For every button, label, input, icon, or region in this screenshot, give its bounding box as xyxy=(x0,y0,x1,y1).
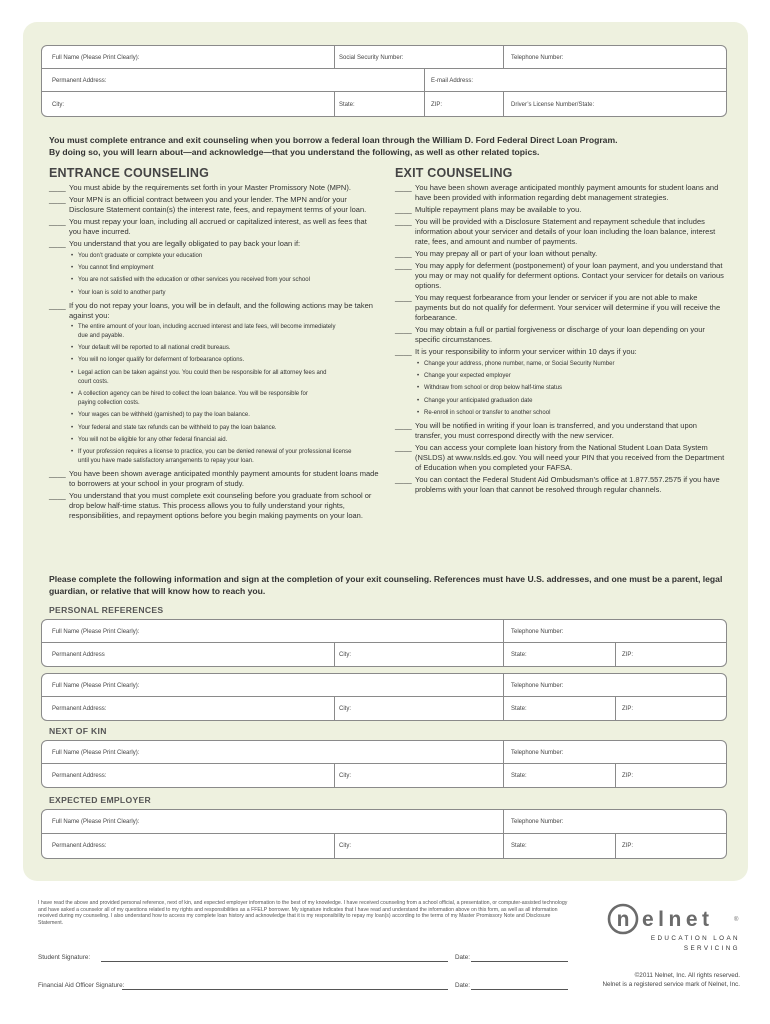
item-text: It is your responsibility to inform your servicer within 10 days if you: xyxy=(415,347,637,356)
checkbox-blank[interactable]: ____ xyxy=(395,205,412,214)
zip-field[interactable]: ZIP: xyxy=(431,102,443,108)
bullet-item: • You don’t graduate or complete your education xyxy=(49,252,379,261)
zip-field[interactable]: ZIP: xyxy=(622,652,634,658)
item-text: You may apply for deferment (postponement) of your loan payment, and you understand that you may or may not qualify for deferment options. Contact your servicer for details on various options. xyxy=(415,261,724,290)
checkbox-blank[interactable]: ____ xyxy=(395,475,412,485)
intro-line-2: By doing so, you will learn about—and acknowledge—that you understand the following, as well as other related topics. xyxy=(49,147,540,157)
state-field[interactable]: State: xyxy=(511,706,527,712)
complete-note: Please complete the following information and sign at the completion of your exit counseling. References must have U.S. addresses, and one must be a parent, legal guardian, or relative that will know how to reach you. xyxy=(49,574,723,596)
entrance-item xyxy=(49,217,379,237)
item-text: You have been shown average anticipated monthly payment amounts for student loans and have been provided with information regarding debt management strategies. xyxy=(415,183,719,202)
student-signature-label: Student Signature: xyxy=(38,954,91,961)
personal-references-title: PERSONAL REFERENCES xyxy=(49,605,164,615)
nelnet-logo-mark xyxy=(606,903,741,937)
bullet-item: • Legal action can be taken against you. You could then be responsible for all attorney fees and court costs. xyxy=(49,369,379,387)
address-field[interactable]: Permanent Address: xyxy=(52,78,107,84)
state-field[interactable]: State: xyxy=(511,773,527,779)
full-name-field[interactable]: Full Name (Please Print Clearly): xyxy=(52,819,140,825)
exit-item xyxy=(395,421,725,441)
logo-letter-n: n xyxy=(616,908,630,931)
state-field[interactable]: State: xyxy=(339,102,355,108)
exit-item xyxy=(395,325,725,345)
officer-date-line[interactable] xyxy=(471,989,568,990)
bullet-item: • Your federal and state tax refunds can be withheld to pay the loan balance. xyxy=(49,424,379,433)
exit-counseling-title: EXIT COUNSELING xyxy=(395,166,513,180)
bullet-item: • Change your anticipated graduation date xyxy=(395,397,725,406)
officer-date-label: Date: xyxy=(455,982,471,989)
state-field[interactable]: State: xyxy=(511,843,527,849)
intro-line-1: You must complete entrance and exit counseling when you borrow a federal loan through the William D. Ford Federal Direct Loan Program. xyxy=(49,135,618,145)
checkbox-blank[interactable]: ____ xyxy=(49,300,66,310)
phone-field[interactable]: Telephone Number: xyxy=(511,819,564,825)
exit-item xyxy=(395,261,725,291)
item-text: Multiple repayment plans may be available to you. xyxy=(415,205,582,214)
full-name-field[interactable]: Full Name (Please Print Clearly): xyxy=(52,750,140,756)
item-text: You will be notified in writing if your loan is transferred, and you understand that upon transfer, you must correspond directly with the new servicer. xyxy=(415,421,697,441)
zip-field[interactable]: ZIP: xyxy=(622,843,634,849)
item-text: You can contact the Federal Student Aid Ombudsman’s office at 1.877.557.2575 if you have problems with your loan that cannot be resolved through regular channels. xyxy=(415,475,720,495)
student-date-label: Date: xyxy=(455,954,471,961)
checkbox-blank[interactable]: ____ xyxy=(395,325,412,334)
item-text: You may prepay all or part of your loan without penalty. xyxy=(415,249,598,258)
license-field[interactable]: Driver’s License Number/State: xyxy=(511,102,595,108)
zip-field[interactable]: ZIP: xyxy=(622,706,634,712)
acknowledgement-text: I have read the above and provided personal reference, next of kin, and expected employer information to the best of my knowledge. I have received counseling from a school official, a presentation, or computer-assisted technology and have asked a counselor all of my questions related to my rights and responsibilities as a FFELP borrower. My signature indicates that I have read and understand the information above on this form, as well as all information received during my counseling. I also understand how to access my complete loan history and acknowledge that it is my responsibility to repay my loan(s) according to the terms of my Master Promissory Note and Disclosure Statement. xyxy=(38,900,568,926)
checkbox-blank[interactable]: ____ xyxy=(395,217,412,226)
address-field[interactable]: Permanent Address: xyxy=(52,706,107,712)
item-text: You understand that you are legally obligated to pay back your loan if: xyxy=(69,239,301,248)
bullet-item: • A collection agency can be hired to collect the loan balance. You will be responsible for paying collection costs. xyxy=(49,390,379,408)
exit-list xyxy=(395,183,725,495)
student-date-line[interactable] xyxy=(471,961,568,962)
copyright-text: ©2011 Nelnet, Inc. All rights reserved. xyxy=(634,972,740,979)
trademark-text: Nelnet is a registered service mark of Nelnet, Inc. xyxy=(602,981,740,988)
phone-field[interactable]: Telephone Number: xyxy=(511,55,564,61)
entrance-item xyxy=(49,469,379,489)
city-field[interactable]: City: xyxy=(339,706,351,712)
bullet-item: • Re-enroll in school or transfer to another school xyxy=(395,409,725,418)
checkbox-blank[interactable]: ____ xyxy=(395,347,412,356)
exit-item xyxy=(395,347,725,357)
checkbox-blank[interactable]: ____ xyxy=(395,443,412,453)
city-field[interactable]: City: xyxy=(339,843,351,849)
bullet-item: • You cannot find employment xyxy=(49,264,379,273)
city-field[interactable]: City: xyxy=(52,102,64,108)
entrance-item xyxy=(49,239,379,249)
bullet-item: • Your loan is sold to another party xyxy=(49,289,379,298)
full-name-field[interactable]: Full Name (Please Print Clearly): xyxy=(52,683,140,689)
bullet-item: • Your default will be reported to all national credit bureaus. xyxy=(49,344,379,353)
item-text: You have been shown average anticipated monthly payment amounts for student loans made to borrowers at your school in your program of study. xyxy=(69,469,379,489)
city-field[interactable]: City: xyxy=(339,652,351,658)
officer-signature-line[interactable] xyxy=(122,989,448,990)
bullet-item: • If your profession requires a license to practice, you can be denied renewal of your professional license until you have made satisfactory arrangements to repay your loan. xyxy=(49,448,379,466)
bullet-item: • Your wages can be withheld (garnished) to pay the loan balance. xyxy=(49,411,379,420)
entrance-item xyxy=(49,183,379,193)
item-text: You must repay your loan, including all accrued or capitalized interest, as well as fees that you have incurred. xyxy=(69,217,367,236)
exit-item xyxy=(395,205,725,215)
employer-box xyxy=(41,809,727,859)
checkbox-blank[interactable]: ____ xyxy=(49,195,66,204)
reference-2-box xyxy=(41,673,727,721)
email-field[interactable]: E-mail Address: xyxy=(431,78,474,84)
phone-field[interactable]: Telephone Number: xyxy=(511,683,564,689)
checkbox-blank[interactable]: ____ xyxy=(395,261,412,270)
checkbox-blank[interactable]: ____ xyxy=(49,469,66,479)
ssn-field[interactable]: Social Security Number: xyxy=(339,55,404,61)
exit-item xyxy=(395,249,725,259)
checkbox-blank[interactable]: ____ xyxy=(49,183,66,192)
entrance-item xyxy=(49,195,379,215)
exit-item xyxy=(395,475,725,495)
checkbox-blank[interactable]: ____ xyxy=(395,293,412,302)
reference-1-box xyxy=(41,619,727,667)
checkbox-blank[interactable]: ____ xyxy=(49,491,66,501)
item-text: You may request forbearance from your lender or servicer if you are not able to make payments but do not qualify for deferment. Your servicer will determine if you will receive the forbearance. xyxy=(415,293,721,322)
item-text: You must abide by the requirements set forth in your Master Promissory Note (MPN). xyxy=(69,183,351,192)
full-name-field[interactable]: Full Name (Please Print Clearly): xyxy=(52,629,140,635)
bullet-item: • You will not be eligible for any other federal financial aid. xyxy=(49,436,379,445)
next-of-kin-title: NEXT OF KIN xyxy=(49,726,107,736)
zip-field[interactable]: ZIP: xyxy=(622,773,634,779)
exit-item xyxy=(395,217,725,247)
nelnet-logo xyxy=(606,903,741,937)
item-text: You can access your complete loan history from the National Student Loan Data System (NSLDS) at www.nslds.ed.gov. You will need your PIN that you received from the Department of Education when you completed your FAFSA. xyxy=(415,443,725,473)
tagline-line-2: SERVICING xyxy=(683,945,740,952)
logo-registered: ® xyxy=(734,917,739,923)
officer-signature-label: Financial Aid Officer Signature: xyxy=(38,982,125,989)
bullet-item: • Change your expected employer xyxy=(395,372,725,381)
exit-item xyxy=(395,183,725,203)
next-of-kin-box xyxy=(41,740,727,788)
bullet-item: • You are not satisfied with the education or other services you received from your school xyxy=(49,276,379,285)
entrance-list xyxy=(49,183,379,521)
address-field[interactable]: Permanent Address: xyxy=(52,843,107,849)
full-name-field[interactable]: Full Name (Please Print Clearly): xyxy=(52,55,140,61)
logo-wordmark: elnet xyxy=(642,908,714,931)
student-signature-line[interactable] xyxy=(101,961,448,962)
item-text: Your MPN is an official contract between you and your lender. The MPN and/or your Disclosure Statement contain(s) the interest rate, fees, and repayment terms of your loan. xyxy=(69,195,367,214)
exit-item xyxy=(395,293,725,323)
bullet-item: • You will no longer qualify for deferment of forbearance options. xyxy=(49,356,379,365)
tagline-line-1: EDUCATION LOAN xyxy=(650,935,740,942)
bullet-item: • Change your address, phone number, name, or Social Security Number xyxy=(395,360,725,369)
item-text: If you do not repay your loans, you will be in default, and the following actions may be taken against you: xyxy=(69,300,373,320)
entrance-item xyxy=(49,491,379,521)
checkbox-blank[interactable]: ____ xyxy=(49,217,66,226)
state-field[interactable]: State: xyxy=(511,652,527,658)
item-text: You will be provided with a Disclosure Statement and repayment schedule that includes information about your servicer and details of your loan including the loan balance, interest rate, fees, and amount and number of payments. xyxy=(415,217,716,246)
address-field[interactable]: Permanent Address xyxy=(52,652,105,658)
checkbox-blank[interactable]: ____ xyxy=(49,239,66,248)
entrance-item xyxy=(49,301,379,321)
checkbox-blank[interactable]: ____ xyxy=(395,183,412,192)
borrower-info-box xyxy=(41,45,727,117)
item-text: You understand that you must complete exit counseling before you graduate from school or drop below half-time status. This process allows you to fully understand your rights, responsibilities, and repayment options before you begin making payments on your loan. xyxy=(69,491,372,521)
checkbox-blank[interactable]: ____ xyxy=(395,249,412,258)
exit-item xyxy=(395,443,725,473)
bullet-item: • The entire amount of your loan, including accrued interest and late fees, will become immediately due and payable. xyxy=(49,323,379,341)
expected-employer-title: EXPECTED EMPLOYER xyxy=(49,795,152,805)
address-field[interactable]: Permanent Address: xyxy=(52,773,107,779)
city-field[interactable]: City: xyxy=(339,773,351,779)
entrance-counseling-title: ENTRANCE COUNSELING xyxy=(49,166,210,180)
bullet-item: • Withdraw from school or drop below half-time status xyxy=(395,384,725,393)
phone-field[interactable]: Telephone Number: xyxy=(511,750,564,756)
phone-field[interactable]: Telephone Number: xyxy=(511,629,564,635)
item-text: You may obtain a full or partial forgiveness or discharge of your loan depending on your specific circumstances. xyxy=(415,325,705,344)
checkbox-blank[interactable]: ____ xyxy=(395,421,412,431)
